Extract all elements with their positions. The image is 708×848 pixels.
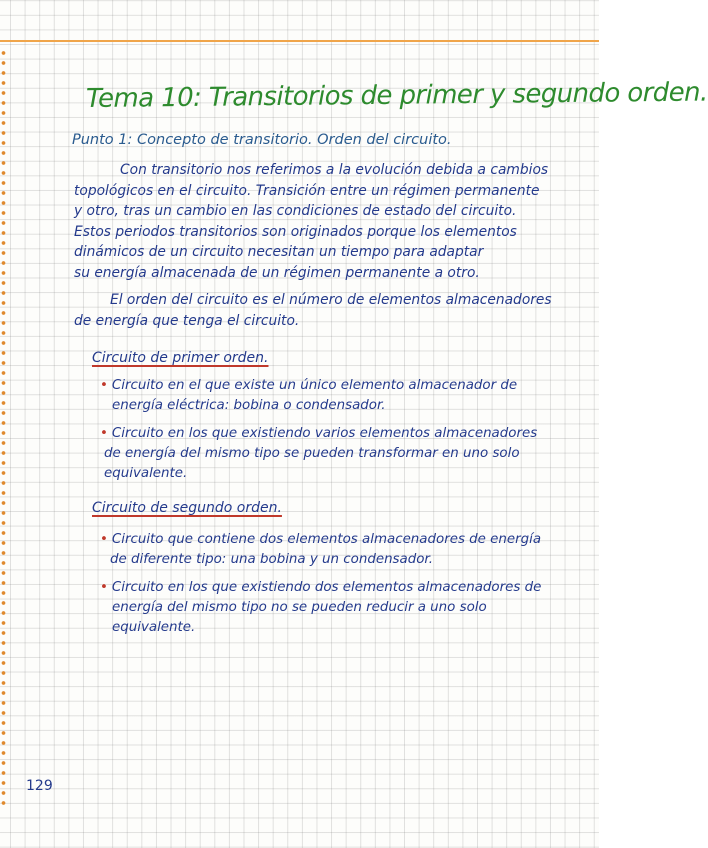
paragraph-line: de energía que tenga el circuito. [74,312,300,329]
second-order-bullet-2 [100,578,580,638]
second-order-heading: Circuito de segundo orden. [92,500,282,516]
bullet-line: energía eléctrica: bobina o condensador. [112,398,386,413]
bullet-dot-icon: • [100,426,108,441]
bullet-dot-icon: • [100,580,108,595]
paragraph-line: topológicos en el circuito. Transición entre un régimen permanente [74,182,540,199]
bullet-line [100,424,580,444]
bullet-text: Circuito en los que existiendo varios elementos almacenadores [111,426,538,441]
page-number: 129 [26,778,53,794]
bullet-dot-icon: • [100,378,108,393]
page-title: Tema 10: Transitorios de primer y segundo orden. [85,77,708,114]
paragraph-transitorio [74,160,584,283]
paragraph-line: El orden del circuito es el número de elementos almacenadores [110,292,552,308]
bullet-line: de diferente tipo: una bobina y un condensador. [110,552,433,567]
bullet-line [100,376,580,396]
paragraph-line: y otro, tras un cambio en las condiciones de estado del circuito. [74,203,517,219]
second-order-bullet-1 [100,530,580,570]
bullet-text: Circuito en los que existiendo dos elementos almacenadores de [111,580,542,595]
bullet-line [100,578,580,598]
first-order-bullet-1 [100,376,580,416]
bullet-dot-icon: • [100,532,108,547]
bullet-text: Circuito en el que existe un único elemento almacenador de [111,378,518,393]
paragraph-orden [74,290,584,331]
paragraph-line: Con transitorio nos referimos a la evolución debida a cambios [120,162,549,178]
bullet-line [100,530,580,550]
bullet-text: Circuito que contiene dos elementos almacenadores de energía [111,532,542,547]
bullet-line: equivalente. [112,620,196,635]
bullet-line: de energía del mismo tipo se pueden transformar en uno solo [104,446,520,461]
bullet-line: equivalente. [104,466,188,481]
paragraph-line: su energía almacenada de un régimen permanente a otro. [74,264,480,281]
bullet-line: energía del mismo tipo no se pueden reducir a uno solo [112,600,487,615]
paragraph-line: Estos periodos transitorios son originados porque los elementos [74,223,517,240]
first-order-bullet-2 [100,424,580,484]
point-heading: Punto 1: Concepto de transitorio. Orden del circuito. [72,132,452,148]
paragraph-line: dinámicos de un circuito necesitan un tiempo para adaptar [74,244,484,260]
first-order-heading: Circuito de primer orden. [92,350,269,366]
